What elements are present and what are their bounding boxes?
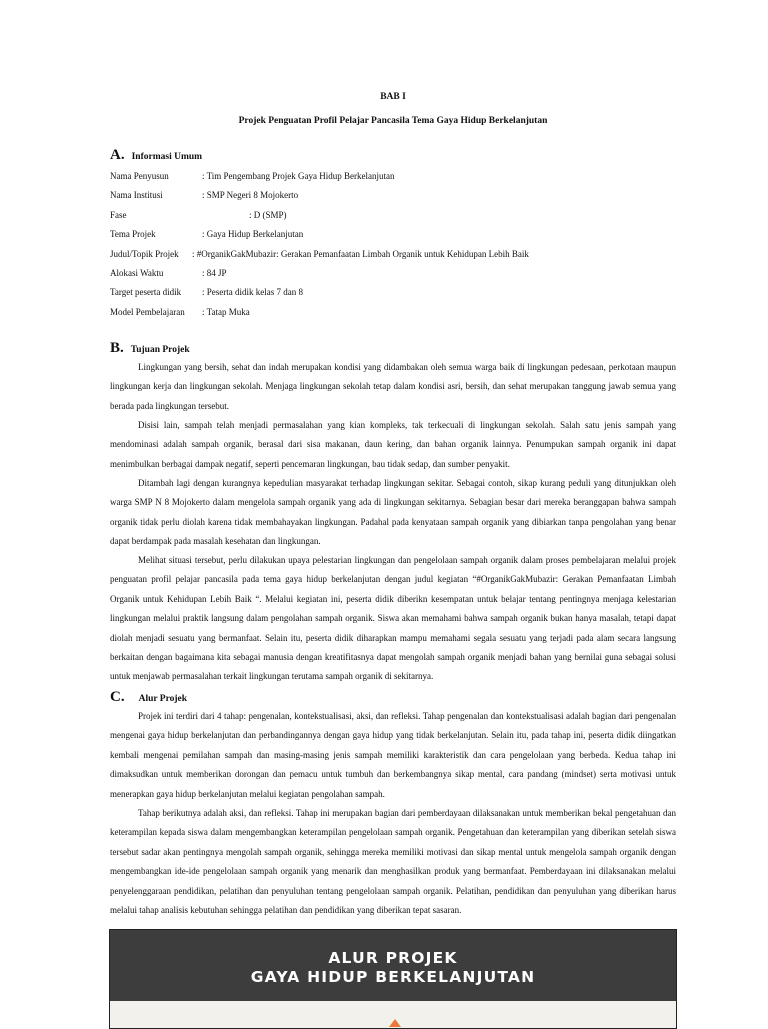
info-row [110,228,680,247]
info-row [110,306,680,325]
alur-projek-banner [109,929,677,1029]
document-title: Projek Penguatan Profil Pelajar Pancasila Tema Gaya Hidup Berkelanjutan [238,116,548,126]
info-label: Judul/Topik Projek [110,248,179,259]
info-label: Alokasi Waktu [110,267,164,278]
section-b-title: Tujuan Projek [130,345,190,355]
info-label: Nama Penyusun [110,171,169,181]
section-c-title: Alur Projek [138,694,188,704]
banner-title-line2: GAYA HIDUP BERKELANJUTAN [250,968,536,986]
info-value: : Gaya Hidup Berkelanjutan [202,229,304,240]
info-row [110,286,680,305]
info-label: Target peserta didik [110,287,182,298]
paragraph: Melihat situasi tersebut, perlu dilakukan upaya pelestarian lingkungan dan pengelolaan sampah organik dalam proses pembelajaran melalui projek penguatan profil pelajar pancasila pada tema gaya hidup berkelanjutan dengan judul kegiatan “#OrganikGakMubazir: Gerakan Pemanfaatan Limbah Organik untuk Kehidupan Lebih Baik “. Melalui kegiatan ini, peserta didik diberikn kesempatan untuk belajar tentang pentingnya menjaga kelestarian lingkungan melalui praktik langsung dalam pengolahan sampah organik. Siswa akan memahami bahwa sampah organik bukan hanya masalah, tetapi dapat diolah menjadi sesuatu yang bermanfaat. Selain itu, peserta didik diharapkan mampu memahami segala sesuatu yang terjadi pada alam secara langsung berkaitan dengan bagaimana kita sebagai manusia dengan kreatifitasnya dapat mengolah sampah organik menjadi bahan yang bernilai guna sebagai solusi untuk menjawab permasalahan terkait lingkungan terutama sampah organik di sekitarnya. [110,555,676,682]
banner-header [110,930,676,1001]
paragraph: Tahap berikutnya adalah aksi, dan refleksi. Tahap ini merupakan bagian dari pemberdayaan dilaksanakan untuk memberikan bekal pengetahuan dan keterampilan kepada siswa dalam mengembangkan keterampilan pengelolaan sampah organik. Pengetahuan dan keterampilan yang diberikan setelah siswa tersebut sadar akan pentingnya mengolah sampah organik, sehingga mereka memiliki motivasi dan sikap mental untuk mengelola sampah organik dengan mengembangkan ide-ide pengelolaan sampah organik yang menarik dan menghasilkan produk yang bermanfaat. Pemberdayaan ini dilaksanakan melalui penyelenggaraan pendidikan, pelatihan dan penyuluhan tentang pengelolaan sampah organik. Pelatihan, pendidikan dan penyuluhan yang diberikan harus melalui tahap analisis kebutuhan sehingga pelatihan dan pendidikan yang diberikan tepat sasaran. [110,808,676,916]
paragraph: Disisi lain, sampah telah menjadi permasalahan yang kian kompleks, tak terkecuali di lingkungan sekolah. Salah satu jenis sampah yang mendominasi adalah sampah organik, berasal dari sisa makanan, daun kering, dan bahan organik lainnya. Penumpukan sampah organik ini dapat menimbulkan berbagai dampak negatif, seperti pencemaran lingkungan, bau tidak sedap, dan sumber penyakit. [110,420,676,469]
paragraph: Projek ini terdiri dari 4 tahap: pengenalan, kontekstualisasi, aksi, dan refleksi. Tahap pengenalan dan kontekstualisasi adalah bagian dari pengenalan mengenai gaya hidup berkelanjutan dan perbandingannya dengan gaya hidup yang tidak berkelanjutan. Selain itu, pada tahap ini, peserta didik diingatkan kembali mengenai pemilahan sampah dan masing-masing jenis sampah memiliki karakteristik dan cara pengelolaan yang berbeda. Kedua tahap ini dimaksudkan untuk memberikan dorongan dan pemacu untuk tumbuh dan berkembangnya sikap mental, cara pandang (mindset) serta motivasi untuk menerapkan gaya hidup berkelanjutan melalui kegiatan pengolahan sampah. [110,711,676,799]
info-label: Model Pembelajaran [110,306,185,317]
section-c-heading [110,688,187,706]
info-value: : D (SMP) [249,209,287,220]
section-c-letter: C. [110,689,125,705]
info-label: Tema Projek [110,229,156,240]
info-value: : Peserta didik kelas 7 dan 8 [202,287,303,298]
info-value: : 84 JP [202,267,227,278]
info-row [110,170,680,189]
info-row [110,189,680,208]
info-value: : SMP Negeri 8 Mojokerto [202,190,299,201]
arrow-up-icon [389,1019,401,1027]
section-b-letter: B. [110,340,124,356]
info-row [110,248,680,267]
banner-content [110,1001,676,1029]
info-value: : Tatap Muka [202,306,250,317]
banner-title-line1: ALUR PROJEK [328,949,458,967]
info-value: : #OrganikGakMubazir: Gerakan Pemanfaatan Limbah Organik untuk Kehidupan Lebih Baik [192,248,529,259]
info-label: Fase [110,209,127,220]
chapter-label: BAB I [380,92,406,102]
section-a-title: Informasi Umum [131,152,203,162]
info-row [110,267,680,286]
paragraph: Ditambah lagi dengan kurangnya kepedulian masyarakat terhadap lingkungan sekitar. Sebagai contoh, sikap kurang peduli yang ditunjukkan oleh warga SMP N 8 Mojokerto dalam mengelola sampah organik yang ada di lingkungan sekitarnya. Sebagian besar dari mereka beranggapan bahwa sampah organik tidak perlu diolah karena tidak membahayakan lingkungan. Padahal pada kenyataan sampah organik yang dibiarkan tanpa pengolahan yang benar dapat berdampak pada masalah kesehatan dan lingkungan. [110,478,676,547]
info-label: Nama Institusi [110,190,163,201]
info-table [110,170,680,325]
paragraph: Lingkungan yang bersih, sehat dan indah merupakan kondisi yang didambakan oleh semua warga baik di lingkungan pedesaan, perkotaan maupun lingkungan kerja dan lingkungan sekolah. Menjaga lingkungan sekolah tetap dalam kondisi asri, bersih, dan sehat merupakan tanggung jawab semua yang berada pada lingkungan tersebut. [110,362,676,411]
section-a-heading [110,146,202,164]
info-row [110,209,680,228]
info-value: : Tim Pengembang Projek Gaya Hidup Berkelanjutan [202,171,395,181]
section-a-letter: A. [110,147,125,163]
section-b-heading [110,339,190,357]
